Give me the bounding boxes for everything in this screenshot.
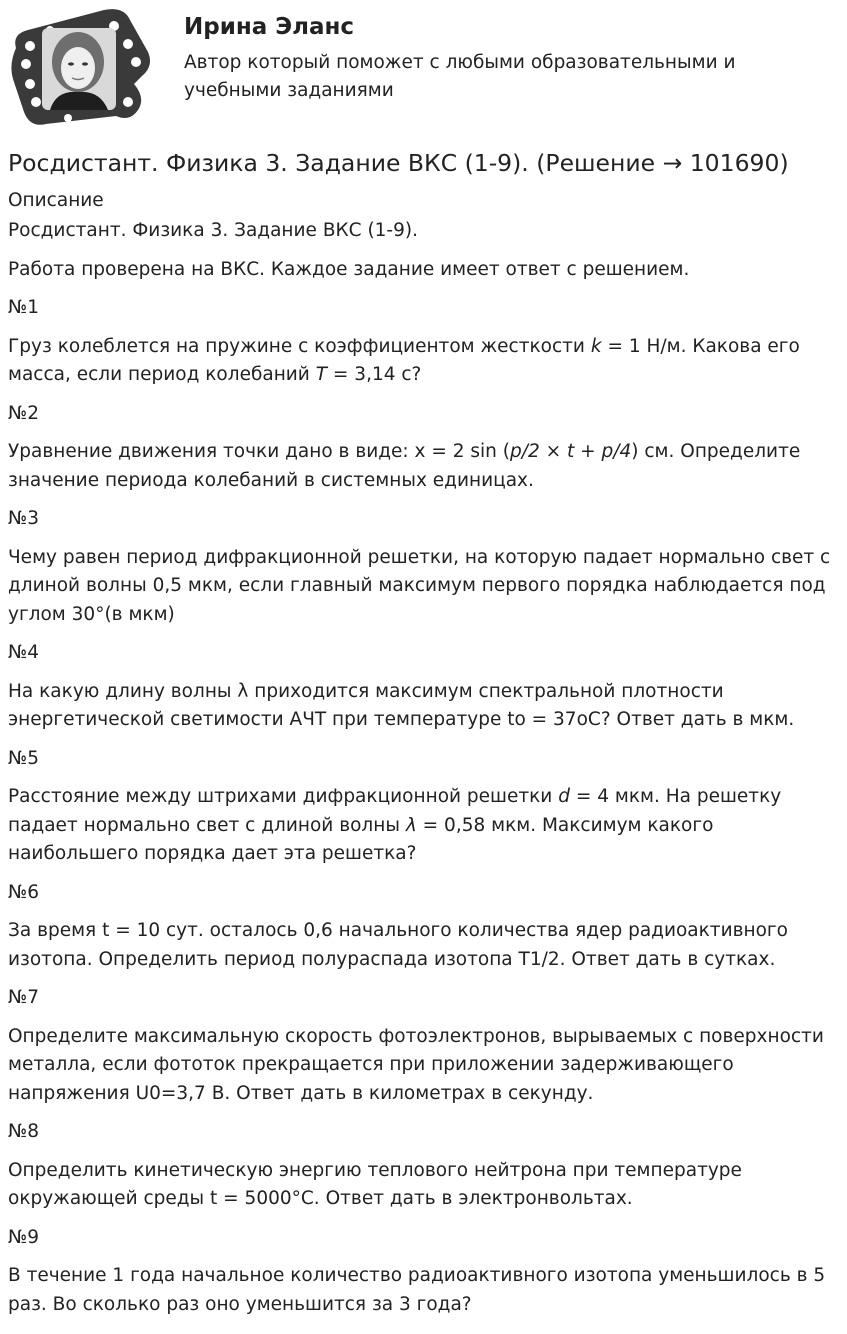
task-text: В течение 1 года начальное количество радиоактивного изотопа уменьшилось в 5 раз. Во сколько раз оно уменьшится за 3 года? (8, 1265, 826, 1315)
task-number: №2 (8, 402, 40, 424)
task-text: За время t = 10 сут. осталось 0,6 начального количества ядер радиоактивного изотопа. Определить период полураспада изотопа Т1/2. Ответ дать в сутках. (8, 920, 788, 970)
intro-paragraph: Росдистант. Физика 3. Задание ВКС (1-9). (8, 220, 418, 241)
task-text: Чему равен период дифракционной решетки, на которую падает нормально свет с длиной волны 0,5 мкм, если главный максимум первого порядка наблюдается под углом 30°(в мкм) (8, 546, 831, 625)
author-description: Автор который поможет с любыми образовательными и учебными заданиями (184, 52, 736, 101)
task-number: №4 (8, 642, 40, 663)
task-number: №7 (8, 987, 40, 1008)
author-avatar (6, 6, 152, 128)
page-title: Росдистант. Физика 3. Задание ВКС (1-9). (Решение → 101690) (8, 149, 789, 177)
main-content (8, 146, 840, 1329)
task-number: №9 (8, 1226, 40, 1248)
task-text: На какую длину волны λ приходится максимум спектральной плотности энергетической светимости АЧТ при температуре to = 37оС? Ответ дать в мкм. (8, 680, 795, 730)
task-number: №1 (8, 297, 40, 318)
description-heading: Описание (8, 190, 104, 211)
task-number: №6 (8, 881, 40, 903)
task-text: Определите максимальную скорость фотоэлектронов, вырываемых с поверхности металла, если фототок прекращается при приложении задерживающего напряжения U0=3,7 В. Ответ дать в километрах в секунду. (8, 1025, 824, 1104)
task-number: №8 (8, 1121, 40, 1142)
author-name[interactable]: Ирина Эланс (184, 14, 355, 40)
task-text: Груз колеблется на пружине с коэффициентом жесткости k = 1 Н/м. Какова его масса, если период колебаний T = 3,14 с? (8, 335, 800, 385)
task-number: №3 (8, 508, 40, 529)
task-number: №5 (8, 747, 40, 769)
author-card (0, 0, 847, 135)
intro-paragraph: Работа проверена на ВКС. Каждое задание имеет ответ с решением. (8, 258, 690, 280)
task-text: Расстояние между штрихами дифракционной решетки d = 4 мкм. На решетку падает нормально свет с длиной волны λ = 0,58 мкм. Максимум какого наибольшего порядка дает эта решетка? (8, 786, 782, 864)
task-text: Уравнение движения точки дано в виде: x = 2 sin (p/2 × t + p/4) см. Определите значение периода колебаний в системных единицах. (8, 441, 801, 491)
task-text: Определить кинетическую энергию теплового нейтрона при температуре окружающей среды t = 5000°С. Ответ дать в электронвольтах. (8, 1159, 742, 1209)
